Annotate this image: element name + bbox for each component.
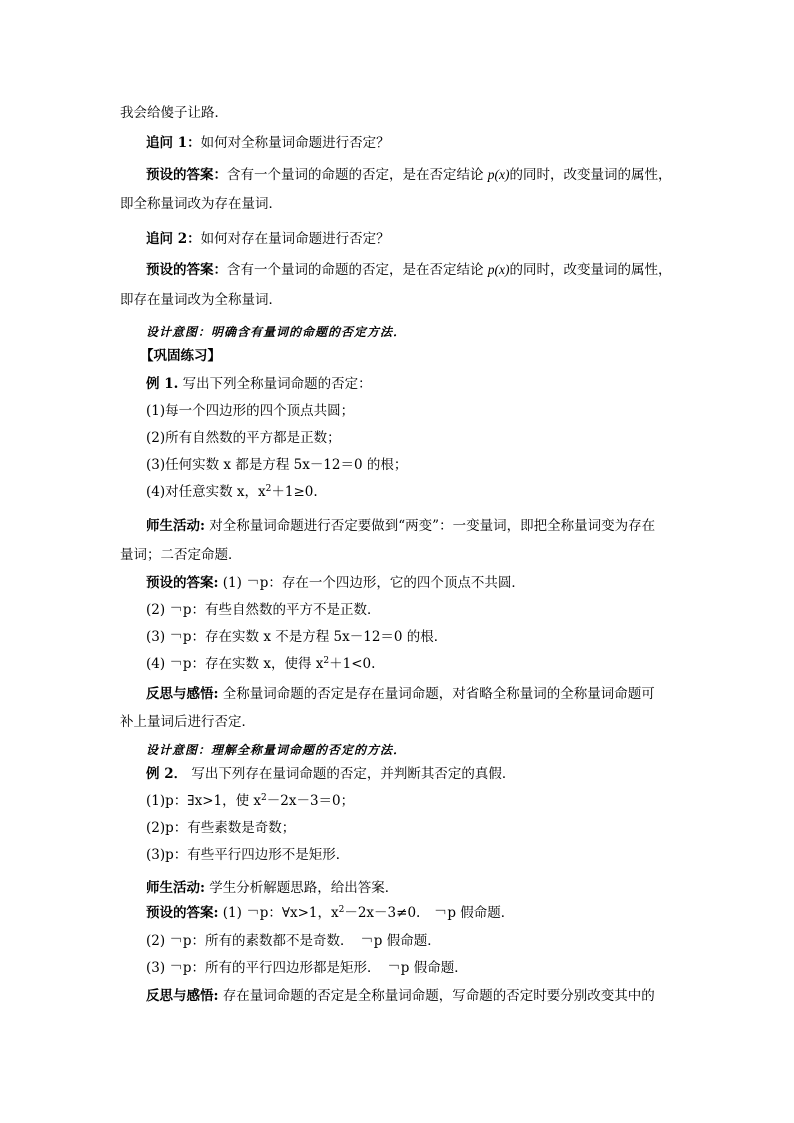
design-intent-note: 设计意图：理解全称量词命题的否定的方法．	[146, 743, 407, 757]
list-item: (2)p：有些素数是奇数；	[146, 820, 296, 836]
teacher-student-activity: 师生活动: 对全称量词命题进行否定要做到“两变”：一变量词，即把全称量词变为存在	[146, 518, 656, 534]
follow-up-question-1: 追问 1：如何对全称量词命题进行否定？	[146, 135, 390, 151]
follow-up-question-2: 追问 2：如何对存在量词命题进行否定？	[146, 231, 390, 247]
teacher-student-activity: 师生活动: 学生分析解题思路，给出答案．	[146, 880, 399, 896]
text-line: 我会给傻子让路．	[120, 105, 228, 121]
list-item: (3) ￢p：所有的平行四边形都是矩形． ￢p 假命题．	[146, 960, 468, 976]
example-2-heading: 例 2． 写出下列存在量词命题的否定，并判断其否定的真假．	[146, 766, 516, 782]
example-1-heading: 例 1. 写出下列全称量词命题的否定：	[146, 376, 372, 392]
text-line: 即存在量词改为全称量词．	[120, 292, 282, 308]
list-item: (2)所有自然数的平方都是正数；	[146, 430, 341, 446]
preset-answer-2: 预设的答案：含有一个量词的命题的否定，是在否定结论 p(x)的同时，改变量词的属性，	[146, 262, 672, 278]
list-item: (4) ￢p：存在实数 x，使得 $x^2+1<0$.	[146, 656, 376, 672]
preset-answer: 预设的答案: (1) ￢p：∀x>1，$x^2-2x-3\ne 0$. ￢p 假命题．	[146, 905, 515, 921]
text-line: 补上量词后进行否定．	[120, 714, 255, 730]
text-line: 量词；二否定命题．	[120, 547, 242, 563]
list-item: (2) ￢p：有些自然数的平方不是正数．	[146, 602, 381, 618]
reflection: 反思与感悟: 存在量词命题的否定是全称量词命题，写命题的否定时要分别改变其中的	[146, 988, 655, 1004]
list-item: (3)p：有些平行四边形不是矩形．	[146, 847, 350, 863]
list-item: (1)每一个四边形的四个顶点共圆；	[146, 403, 355, 419]
list-item: (3) ￢p：存在实数 x 不是方程 5x－12＝0 的根．	[146, 629, 448, 645]
list-item: (1)p：∃x>1，使 $x^2-2x-3=0$；	[146, 793, 355, 809]
reflection: 反思与感悟: 全称量词命题的否定是存在量词命题，对省略全称量词的全称量词命题可	[146, 686, 655, 702]
text-line: 即全称量词改为存在量词．	[120, 196, 282, 212]
list-item: (3)任何实数 x 都是方程 5x－12＝0 的根；	[146, 457, 408, 473]
design-intent-note: 设计意图：明确含有量词的命题的否定方法．	[146, 325, 407, 339]
list-item: (4)对任意实数 x，$x^2+1\ge 0$.	[146, 484, 318, 500]
section-heading: 【巩固练习】	[140, 348, 221, 364]
preset-answer: 预设的答案: (1) ￢p：存在一个四边形，它的四个顶点不共圆．	[146, 575, 525, 591]
list-item: (2) ￢p：所有的素数都不是奇数． ￢p 假命题．	[146, 933, 441, 949]
preset-answer-1: 预设的答案：含有一个量词的命题的否定，是在否定结论 p(x)的同时，改变量词的属性，	[146, 167, 672, 183]
